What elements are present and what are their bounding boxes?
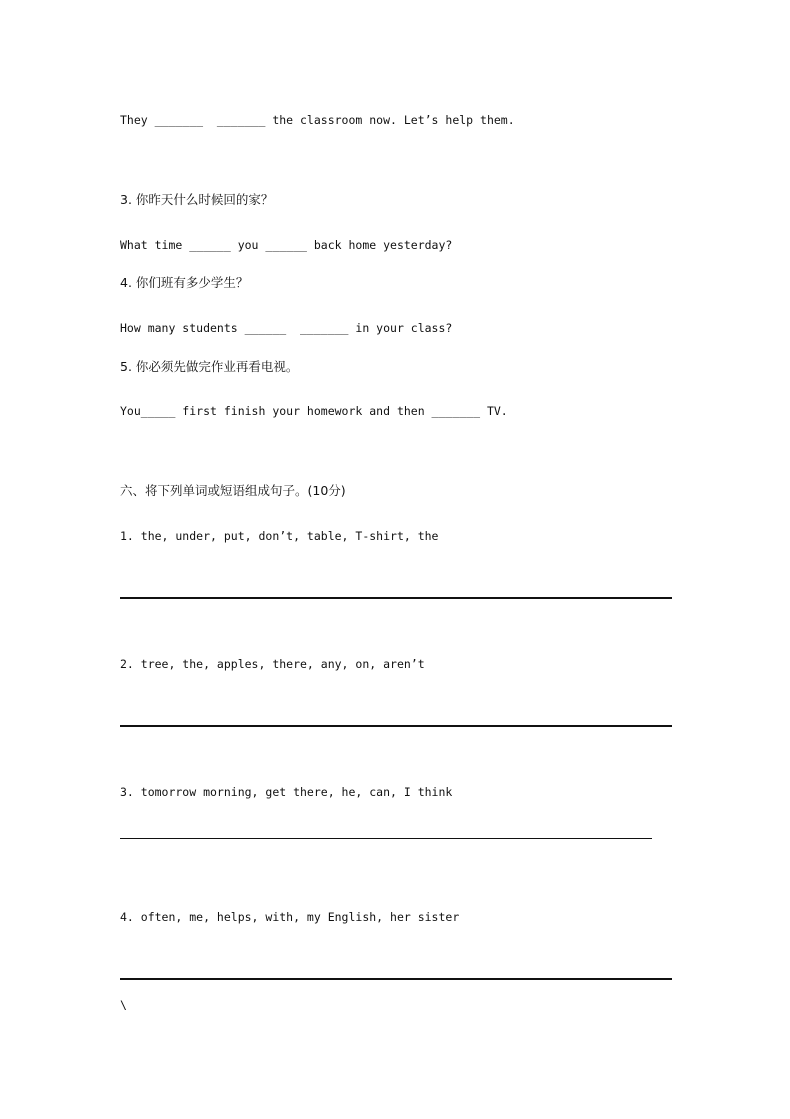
sentence-3-words: 3. tomorrow morning, get there, he, can, I think — [120, 785, 453, 799]
answer-line-4 — [120, 978, 672, 980]
question-3-chinese: 3. 你昨天什么时候回的家？ — [120, 192, 274, 207]
section-6-title: 六、将下列单词或短语组成句子。(10分) — [120, 483, 346, 498]
fill-in-sentence-they: They _______ _______ the classroom now. Let’s help them. — [120, 113, 515, 127]
answer-line-2 — [120, 725, 672, 727]
answer-line-1 — [120, 597, 672, 599]
question-3-english: What time ______ you ______ back home yesterday? — [120, 238, 453, 252]
question-4-chinese: 4. 你们班有多少学生？ — [120, 275, 249, 290]
question-5-chinese: 5. 你必须先做完作业再看电视。 — [120, 359, 299, 374]
sentence-1-words: 1. the, under, put, don’t, table, T-shirt, the — [120, 529, 439, 543]
question-4-english: How many students ______ _______ in your class? — [120, 321, 453, 335]
answer-line-3 — [120, 838, 652, 839]
question-5-english: You_____ first finish your homework and then _______ TV. — [120, 404, 508, 418]
sentence-2-words: 2. tree, the, apples, there, any, on, aren’t — [120, 657, 425, 671]
stray-backslash: \ — [120, 998, 127, 1012]
sentence-4-words: 4. often, me, helps, with, my English, her sister — [120, 910, 460, 924]
